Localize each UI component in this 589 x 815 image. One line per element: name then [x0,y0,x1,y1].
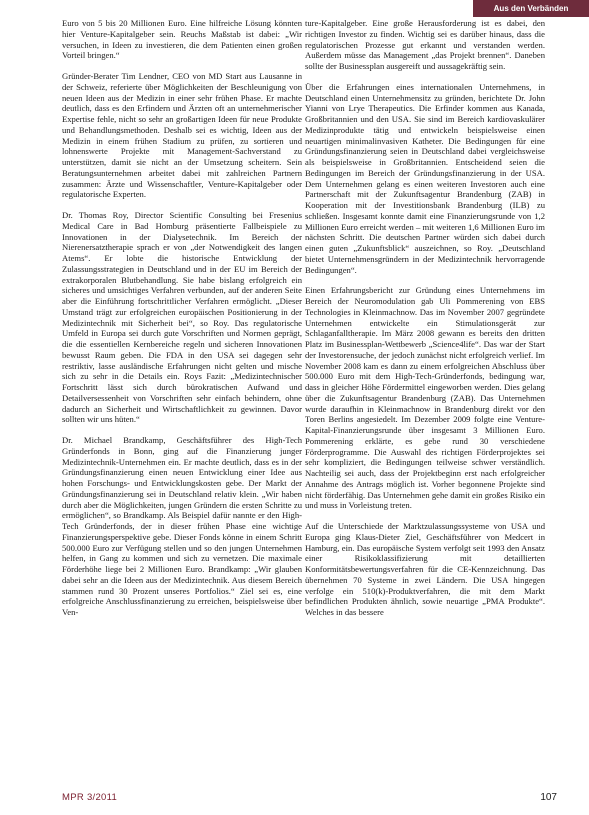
paragraph: Über die Erfahrungen eines internationalen Unternehmens, in Deutschland einen Unternehmensitz zu gründen, berichtete Dr. John Yianni von Lrye Therapeutics. Die Erfinder kommen aus Kanada, Großbritannien und den USA. Sie sind im Bereich kardiovaskulärer Medizinprodukte tätig und entwickeln beispielsweise einen neuartigen minimalinvasiven Katheter. Die Bedingungen für eine Gründungsfinanzierung seien in Deutschland dabei vergleichsweise als beispielsweise in Großbritannien. Entscheidend seien die Bedingungen im Bereich der Gründungsfinanzierung in der USA. Dem Unternehmen gelang es einen weiteren Investoren auch eine Partnerschaft mit der Zukunftsagentur Brandenburg (ZAB) in Kooperation mit der Investitionsbank Brandenburg (ILB) zu schließen. Insgesamt konnte damit eine Finanzierungsrunde von 1,2 Millionen Euro erreicht werden – mit weiteren 1,6 Millionen Euro im nächsten Schritt. Die deutschen Partner würden sich dabei durch einen guten „Zukunftsblick“ auszeichnen, so Roy. „Deutschland bietet Unternehmensgründern in der Medizintechnik hervorragende Bedingungen“. [305,81,545,275]
section-tab: Aus den Verbänden [473,0,589,17]
page-footer [62,791,557,803]
right-column [305,18,545,628]
paragraph: Dr. Michael Brandkamp, Geschäftsführer des High-Tech Gründerfonds in Bonn, ging auf die Finanzierung junger Medizintechnik-Unternehmen ein. Er machte deutlich, dass es in der Gründungsfinanzierung einen neuen Entwicklung einer Idee aus hohen Forschungs- und Entwicklungskosten gebe. Der Markt der Gründungsfinanzierung sei in Deutschland relativ klein. „Wir haben durch aber die Möglichkeiten, jungen Gründern die ersten Schritte zu ermöglichen“, so Brandkamp. Als Beispiel dafür nannte er den High-Tech Gründerfonds, der in dieser frühen Phase eine wichtige Finanzierungsperspektive gebe. Dieser Fonds könne in einem Schritt 500.000 Euro zur Verfügung stellen und so den jungen Unternehmen helfen, in Gang zu kommen und sich zu vernetzen. Die maximale Förderhöhe liege bei 2 Millionen Euro. Brandkamp: „Wir glauben dabei sehr an die Ideen aus der Medizintechnik. Aus diesem Bereich stammen rund 30 Prozent unseres Portfolios.“ Ziel sei es, eine erfolgreiche Anschlussfinanzierung zu erreichen, beispielsweise über Ven- [62,435,302,617]
page-number: 107 [540,792,557,803]
paragraph: Gründer-Berater Tim Lendner, CEO von MD Start aus Lausanne in der Schweiz, referierte über Möglichkeiten der Beschleunigung von neuen Ideen aus der Medizin in einer sehr frühen Phase. Er machte deutlich, dass es den Erfindern und Ärzten oft an unternehmerischer Expertise fehle, nicht so sehr an großartigen Ideen für neue Produkte und Behandlungsmethoden. Deshalb sei es wichtig, Ideen aus der Medizin in einem frühen Stadium zu prüfen, zu sortieren und lohnenswerte Projekte mit Management-Sachverstand zu unterstützen, damit sie nicht an der Umsetzung scheitern. Sein Beratungsunternehmen arbeitet dabei mit zahlreichen Partnern zusammen: Ärzte und Wissenschaftler, Venture-Kapitalgeber oder regulatorische Experten. [62,71,302,200]
paragraph: Einen Erfahrungsbericht zur Gründung eines Unternehmens im Bereich der Neuromodulation gab Uli Pommerening von EBS Technologies in Kleinmachnow. Das im November 2007 gegründete Unternehmen entwickelte ein Stimulationsgerät zur Schlaganfalltherapie. Im März 2008 gewann es bereits den dritten Platz im Businessplan-Wettbewerb „Science4life“. Das war der Start der Investorensuche, der jedoch zunächst nicht erfolgreich verlief. Im November 2008 kam es dann zu einem erfolgreichen Abschluss über 500.000 Euro mit dem High-Tech-Gründerfonds, bedingung war, dass in gleicher Höhe Fördermittel eingeworben werden. Dies gelang über die Zukunftsagentur Brandenburg (ZAB). Das Unternehmen wurde daraufhin in Kleinmachnow in Brandenburg direkt vor den Toren Berlins angesiedelt. Im Dezember 2009 folgte eine Venture-Kapital-Finanzierungsrunde über insgesamt 3 Millionen Euro. Pommerening erklärte, es gebe rund 30 verschiedene Förderprogramme. Die Auswahl des richtigen Förderprojektes sei sehr kompliziert, die Bedingungen teilweise schwer verständlich. Nachteilig sei auch, dass der Projektbeginn erst nach erfolgreicher Annahme des Antrags möglich ist. Vorher begonnene Projekte sind nicht förderfähig. Das Unternehmen gehe damit ein großes Risiko ein und muss in Vorleistung treten. [305,285,545,511]
paragraph: Auf die Unterschiede der Marktzulassungssysteme von USA und Europa ging Klaus-Dieter Ziel, Geschäftsführer von Medcert in Hamburg, ein. Das europäische System verfolgt seit 1993 den Ansatz einer Risikoklassifizierung mit detaillierten Konformitätsbewertungsverfahren für die CE-Kennzeichnung. Das übernehmen 70 Systeme in zwei Ländern. Die USA hingegen verfolge ein 510(k)-Produktverfahren, die mit dem Markt befindlichen Produkten ähnlich, sowie neuartige „PMA Produkte“. Welches in das bessere [305,521,545,617]
left-column [62,18,302,628]
issue-label: MPR 3/2011 [62,792,118,803]
paragraph: Euro von 5 bis 20 Millionen Euro. Eine hilfreiche Lösung könnten hier Venture-Kapitalgeber sein. Reuchs Maßstab ist dabei: „Wir versuchen, in Ideen zu investieren, die dem Patienten einen großen Vorteil bringen.“ [62,18,302,61]
paragraph: ture-Kapitalgeber. Eine große Herausforderung ist es dabei, den richtigen Investor zu finden. Wichtig sei es darüber hinaus, dass die regulatorischen Prozesse gut erkannt und verstanden werden. Außerdem müsse das Management „das Projekt brennen“. Daneben sollte der Businessplan ausgereift und aussagekräftig sein. [305,18,545,71]
paragraph: Dr. Thomas Roy, Director Scientific Consulting bei Fresenius Medical Care in Bad Homburg präsentierte Fallbeispiele zu Innovationen in der Dialysetechnik. Im Bereich der Nierenersatztherapie sprach er von „der Notwendigkeit des langen Atems“. Er lobte die historische Entwicklung der Zulassungsstrategien in Deutschland und in der EU im Bereich der extrakorporalen Blutbehandlung. Sie habe bislang erfolgreich ein sicheres und umsichtiges Verfahren verbunden, auf der anderen Seite aber die Einführung fortschrittlicher Verfahren ermöglicht. „Dieser Umstand trägt zur erfolgreichen europäischen Positionierung in der Medizintechnik mit Sicherheit bei“, so Roy. Das regulatorische Umfeld in Europa sei durch gute Vorschriften und Normen geprägt, die die essentiellen Kernbereiche regeln und sicheren Innovationen bewusst Raum geben. Die FDA in den USA sei dagegen sehr restriktiv, lasse ausländische Erfahrungen nicht gelten und mische sich zu sehr in die Details ein. Roys Fazit: „Medizintechnischer Fortschritt lässt sich durch bürokratischen Aufwand und Detailversessenheit von Vorschriften sehr einfach behindern, ohne dadurch an Sicherheit und Wirtschaftlichkeit zu gewinnen. Davor sollten wir uns hüten.“ [62,210,302,425]
